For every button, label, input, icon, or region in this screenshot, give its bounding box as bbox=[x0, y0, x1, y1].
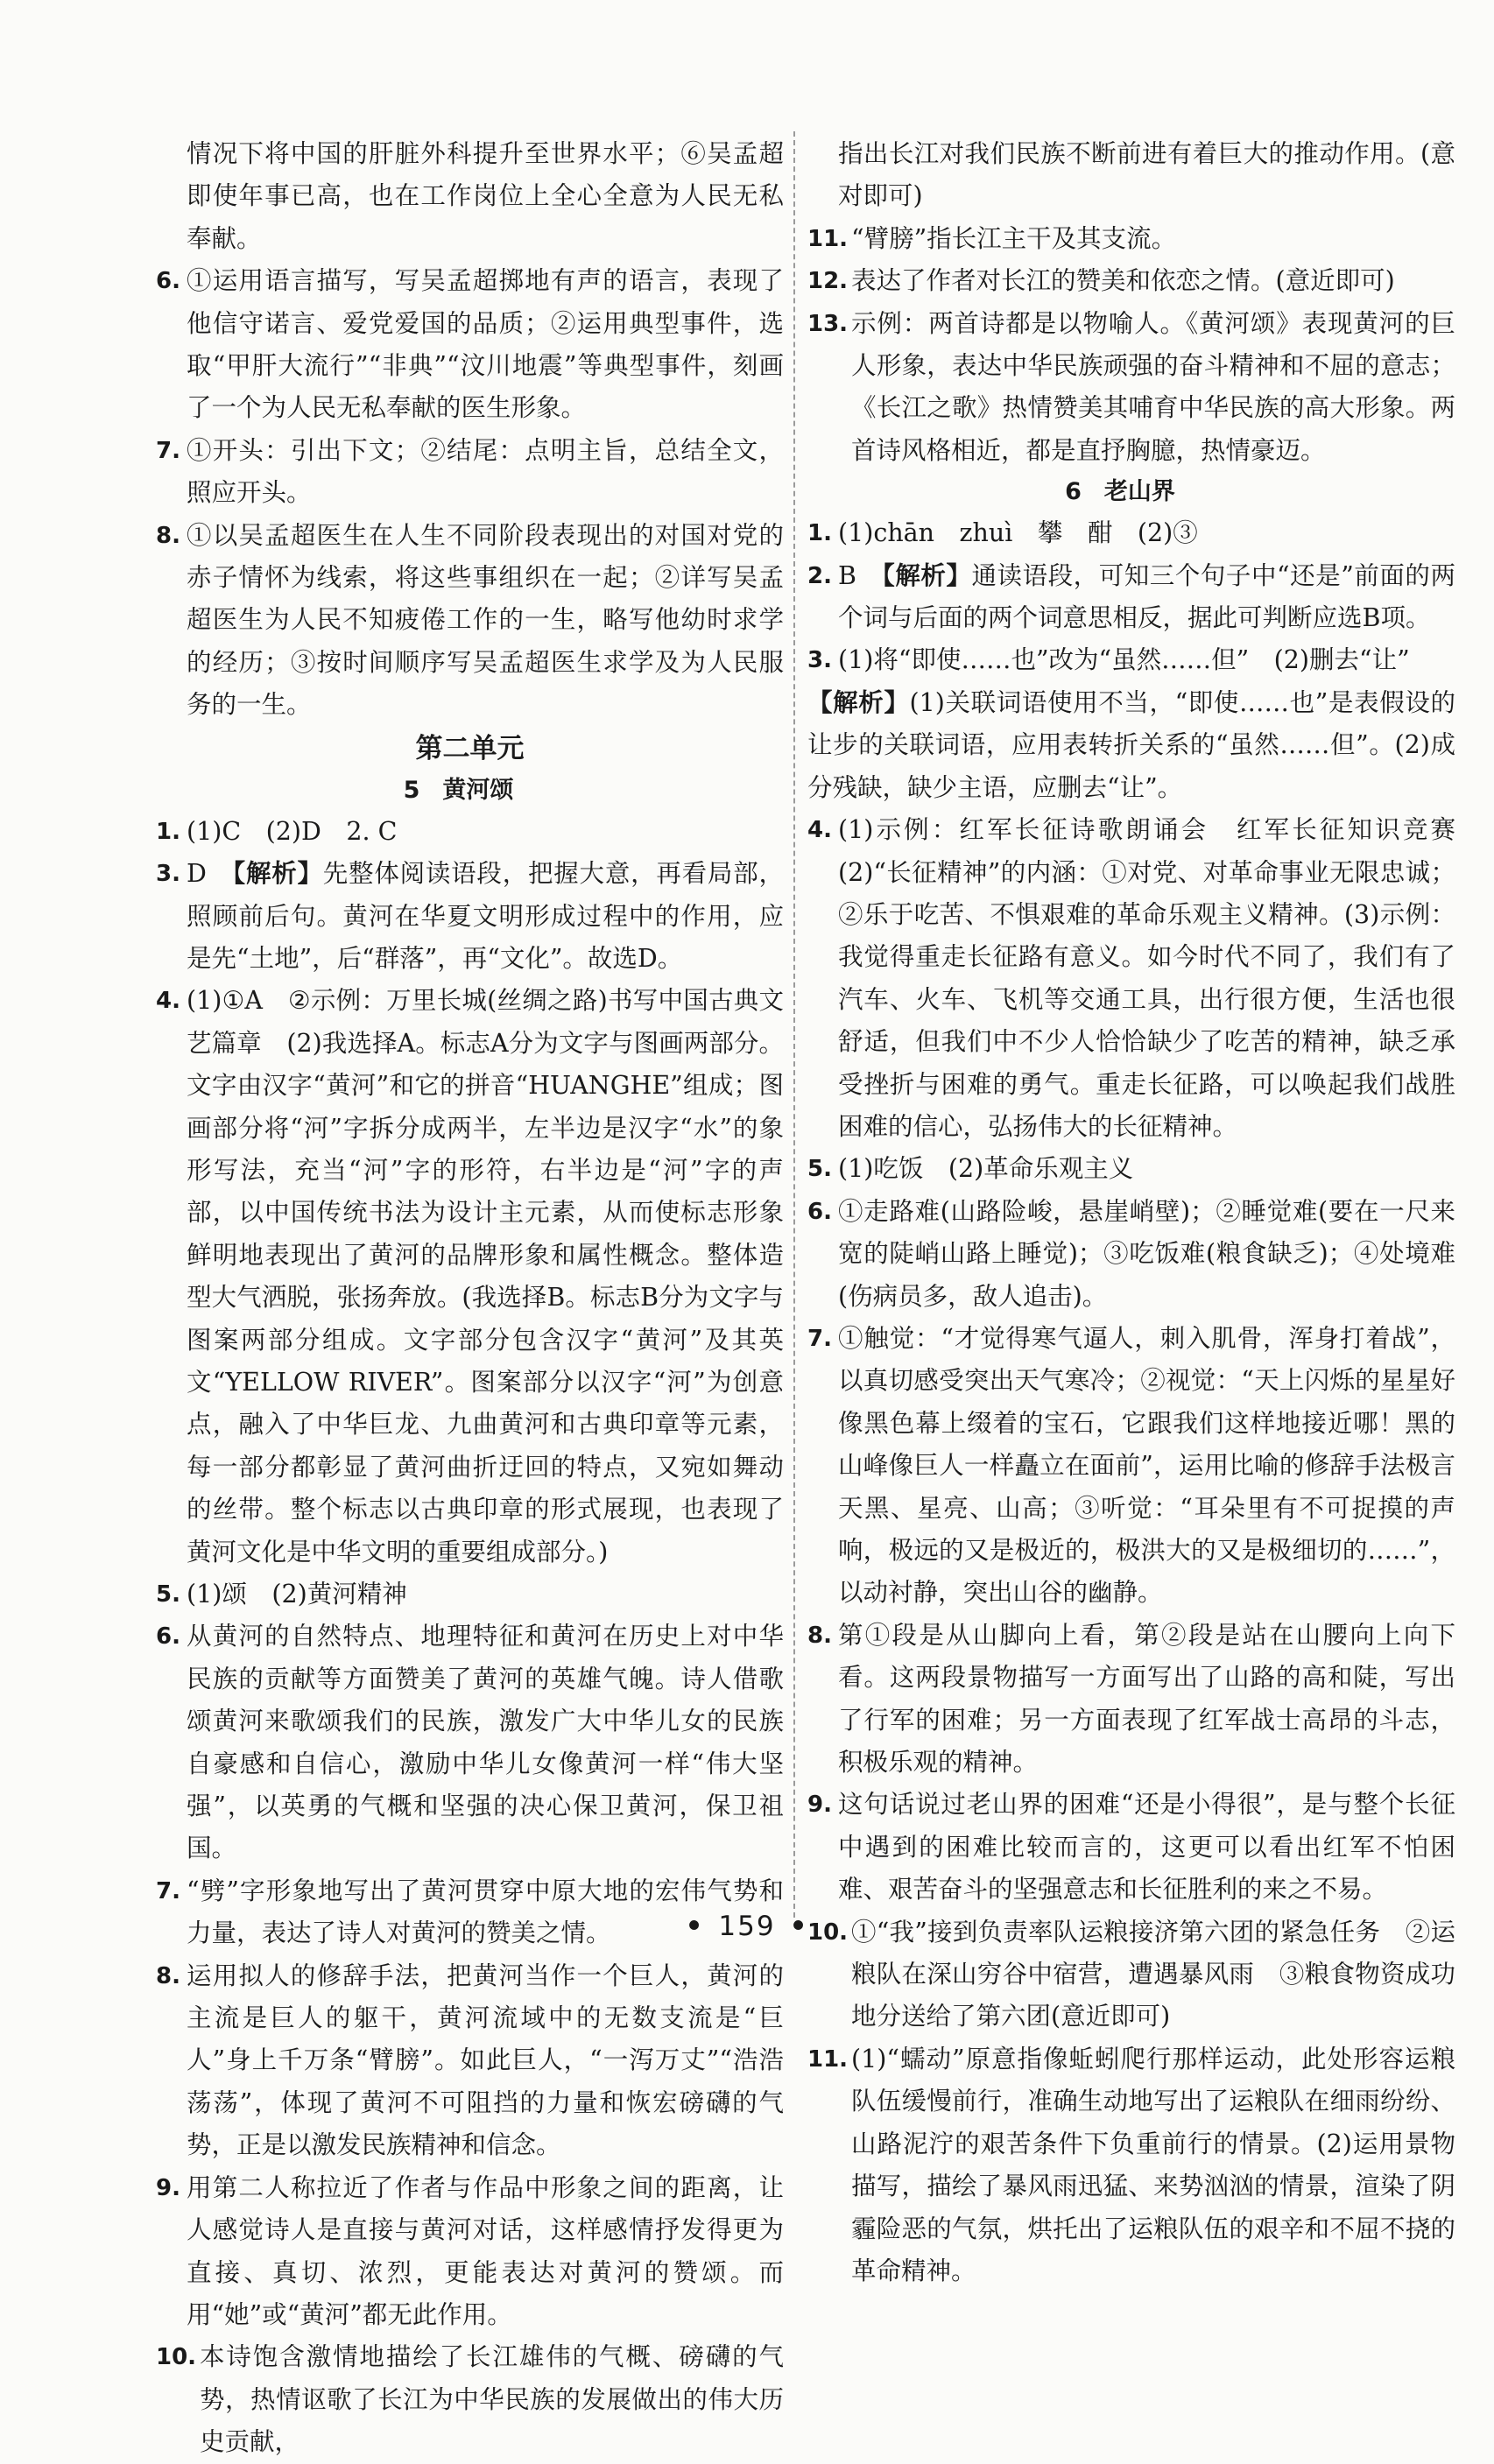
lesson-number: 6 bbox=[1065, 478, 1082, 506]
answer-text: 运用拟人的修辞手法，把黄河当作一个巨人，黄河的主流是巨人的躯干，黄河流域中的无数支流是“巨人”身上千万条“臂膀”。如此巨人，“一泻万丈”“浩浩荡荡”，体现了黄河不可阻挡的力量和恢宏磅礴的气势，正是以激发民族精神和信念。 bbox=[187, 1961, 785, 2160]
answer-text: ①走路难(山路险峻，悬崖峭壁)；②睡觉难(要在一尺来宽的陡峭山路上睡觉)；③吃饭难(粮食缺乏)；④处境难(伤病员多，敌人追击)。 bbox=[838, 1196, 1455, 1311]
l5-answer-10 bbox=[156, 2336, 784, 2463]
answer-text: 先整体阅读语段，把握大意，再看局部，照顾前后句。黄河在华夏文明形成过程中的作用，应是先“土地”，后“群落”，再“文化”。故选D。 bbox=[187, 859, 784, 973]
l6-answer-11 bbox=[807, 2038, 1455, 2292]
answer-number: 9. bbox=[807, 1792, 832, 1819]
answer-8 bbox=[156, 515, 784, 727]
answer-7 bbox=[156, 430, 784, 515]
answer-text: ①运用语言描写，写吴孟超掷地有声的语言，表现了他信守诺言、爱党爱国的品质；②运用典型事件，选取“甲肝大流行”“非典”“汶川地震”等典型事件，刻画了一个为人民无私奉献的医生形象。 bbox=[187, 266, 784, 423]
answer-number: 2. bbox=[807, 562, 832, 589]
left-column bbox=[156, 133, 784, 2464]
answer-number: 4. bbox=[156, 988, 180, 1015]
answer-text: (1)吃饭 (2)革命乐观主义 bbox=[838, 1154, 1134, 1184]
lesson-name: 老山界 bbox=[1103, 478, 1175, 506]
answer-text: (1)“蠕动”原意指像蚯蚓爬行那样运动，此处形容运粮队伍缓慢前行，准确生动地写出了运粮队在细雨纷纷、山路泥泞的艰苦条件下负重前行的情景。(2)运用景物描写，描绘了暴风雨迅猛、来势汹汹的情景，渲染了阴霾险恶的气氛，烘托出了运粮队伍的艰辛和不屈不挠的革命精神。 bbox=[851, 2044, 1455, 2285]
answer-number: 4. bbox=[807, 817, 832, 844]
answer-text: 通读语段，可知三个句子中“还是”前面的两个词与后面的两个词意思相反，据此可判断应选B项。 bbox=[838, 560, 1455, 633]
answer-number: 11. bbox=[807, 2045, 849, 2073]
page-number-text: 159 bbox=[718, 1911, 776, 1942]
l5-answer-6 bbox=[156, 1616, 784, 1869]
lesson-6-title bbox=[807, 472, 1455, 512]
l5-answer-13 bbox=[807, 303, 1455, 473]
lesson-number: 5 bbox=[403, 776, 420, 804]
answer-text: (1)将“即使……也”改为“虽然……但” (2)删去“让” bbox=[838, 645, 1410, 675]
answer-number: 13. bbox=[807, 310, 849, 337]
answer-text: ①开头：引出下文；②结尾：点明主旨，总结全文，照应开头。 bbox=[187, 435, 784, 508]
answer-number: 8. bbox=[807, 1622, 832, 1649]
l6-answer-9 bbox=[807, 1784, 1455, 1911]
l6-answer-8 bbox=[807, 1615, 1455, 1785]
analysis-label: 【解析】 bbox=[882, 560, 972, 590]
l6-answer-3-analysis bbox=[807, 682, 1455, 809]
answer-number: 5. bbox=[807, 1156, 832, 1183]
bullet-icon: • bbox=[789, 1911, 809, 1942]
l6-answer-4 bbox=[807, 809, 1481, 1148]
answer-number: 6. bbox=[156, 1623, 180, 1651]
l6-answer-6 bbox=[807, 1191, 1455, 1318]
answer-text: ①触觉：“才觉得寒气逼人，刺入肌骨，浑身打着战”，以真切感受突出天气寒冷；②视觉：“天上闪烁的星星好像黑色幕上缀着的宝石，它跟我们这样地接近哪！黑的山峰像巨人一样矗立在面前”，运用比喻的修辞手法极言天黑、星亮、山高；③听觉：“耳朵里有不可捉摸的声响，极远的又是极近的，极洪大的又是极细切的……”，以动衬静，突出山谷的幽静。 bbox=[838, 1323, 1455, 1608]
answer-number: 10. bbox=[807, 1918, 849, 1946]
answer-text: ①以吴孟超医生在人生不同阶段表现出的对国对党的赤子情怀为线索，将这些事组织在一起；②详写吴孟超医生为人民不知疲倦工作的一生，略写他幼时求学的经历；③按时间顺序写吴孟超医生求学及为人民服务的一生。 bbox=[187, 520, 784, 720]
column-divider bbox=[793, 131, 795, 1918]
answer-text: 这句话说过老山界的困难“还是小得很”，是与整个长征中遇到的困难比较而言的，这更可以看出红军不怕困难、艰苦奋斗的坚强意志和长征胜利的来之不易。 bbox=[838, 1790, 1455, 1904]
continued-answer: 指出长江对我们民族不断前进有着巨大的推动作用。(意对即可) bbox=[838, 139, 1455, 211]
l5-answer-8 bbox=[156, 1955, 784, 2167]
answer-text: 本诗饱含激情地描绘了长江雄伟的气概、磅礴的气势，热情讴歌了长江为中华民族的发展做出的伟大历史贡献， bbox=[200, 2342, 784, 2457]
l5-answer-12 bbox=[807, 260, 1455, 302]
answer-number: 12. bbox=[807, 268, 849, 295]
answer-number: 7. bbox=[156, 437, 180, 464]
l5-answer-11 bbox=[807, 218, 1455, 260]
answer-text: 示例：两首诗都是以物喻人。《黄河颂》表现黄河的巨人形象，表达中华民族顽强的奋斗精神和不屈的意志；《长江之歌》热情赞美其哺育中华民族的高大形象。两首诗风格相近，都是直抒胸臆，热情豪迈。 bbox=[851, 308, 1455, 465]
analysis-text: (1)关联词语使用不当，“即使……也”是表假设的让步的关联词语，应用表转折关系的“虽然……但”。(2)成分残缺，缺少主语，应删去“让”。 bbox=[807, 687, 1455, 802]
answer-number: 6. bbox=[156, 268, 180, 295]
answer-choice: B bbox=[838, 560, 856, 590]
answer-6 bbox=[156, 260, 784, 430]
answer-text: (1)①A ②示例：万里长城(丝绸之路)书写中国古典文艺篇章 (2)我选择A。标志A分为文字与图画两部分。文字由汉字“黄河”和它的拼音“HUANGHE”组成；图画部分将“河”字拆分成两半，左半边是汉字“水”的象形写法，充当“河”字的形符，右半边是“河”字的声部，以中国传统书法为设计主元素，从而使标志形象鲜明地表现出了黄河的品牌形象和属性概念。整体造型大气洒脱，张扬奔放。(我选择B。标志B分为文字与图案两部分组成。文字部分包含汉字“黄河”及其英文“YELLOW RIVER”。图案部分以汉字“河”为创意点，融入了中华巨龙、九曲黄河和古典印章等元素，每一部分都彰显了黄河曲折迂回的特点，又宛如舞动的丝带。整个标志以古典印章的形式展现，也表现了黄河文化是中华文明的重要组成部分。) bbox=[187, 986, 784, 1566]
answer-number: 6. bbox=[807, 1198, 832, 1225]
l5-answer-3 bbox=[156, 853, 784, 980]
l6-answer-1 bbox=[807, 512, 1455, 554]
l6-answer-2 bbox=[807, 555, 1455, 640]
answer-number: 8. bbox=[156, 1962, 180, 1989]
answer-text: “臂膀”指长江主干及其支流。 bbox=[851, 223, 1177, 253]
answer-text: 从黄河的自然特点、地理特征和黄河在历史上对中华民族的贡献等方面赞美了黄河的英雄气魄。诗人借歌颂黄河来歌颂我们的民族，激发广大中华儿女的民族自豪感和自信心，激励中华儿女像黄河一样“伟大坚强”，以英勇的气概和坚强的决心保卫黄河，保卫祖国。 bbox=[187, 1622, 784, 1863]
right-column bbox=[807, 133, 1481, 2292]
answer-number: 9. bbox=[156, 2174, 180, 2201]
answer-text: ①“我”接到负责率队运粮接济第六团的紧急任务 ②运粮队在深山穷谷中宿营，遭遇暴风雨 ③粮食物资成功地分送给了第六团(意近即可) bbox=[851, 1917, 1455, 2031]
l5-answer-9 bbox=[156, 2167, 784, 2337]
answer-text: (1)chān zhuì 攀 酣 (2)③ bbox=[838, 518, 1198, 548]
l5-answer-1 bbox=[156, 811, 784, 853]
answer-number: 7. bbox=[807, 1325, 832, 1352]
answer-text: 第①段是从山脚向上看，第②段是站在山腰向上向下看。这两段景物描写一方面写出了山路的高和陡，写出了行军的困难；另一方面表现了红军战士高昂的斗志，积极乐观的精神。 bbox=[838, 1620, 1455, 1778]
answer-number: 5. bbox=[156, 1581, 180, 1608]
answer-text: (1)示例：红军长征诗歌朗诵会 红军长征知识竞赛 (2)“长征精神”的内涵：①对党、对革命事业无限忠诚；②乐于吃苦、不惧艰难的革命乐观主义精神。(3)示例：我觉得重走长征路有意义。如今时代不同了，我们有了汽车、火车、飞机等交通工具，出行很方便，生活也很舒适，但我们中不少人恰恰缺少了吃苦的精神，缺乏承受挫折与困难的勇气。重走长征路，可以唤起我们战胜困难的信心，弘扬伟大的长征精神。 bbox=[838, 815, 1481, 1141]
l5-answer-5 bbox=[156, 1573, 784, 1616]
analysis-label: 【解析】 bbox=[807, 687, 910, 717]
lesson-5-title bbox=[156, 771, 784, 811]
answer-number: 1. bbox=[807, 520, 832, 547]
answer-text: (1)颂 (2)黄河精神 bbox=[187, 1580, 407, 1609]
answer-number: 3. bbox=[807, 647, 832, 674]
answer-number: 11. bbox=[807, 225, 849, 252]
l6-answer-7 bbox=[807, 1318, 1455, 1615]
answer-text: (1)C (2)D 2. C bbox=[187, 816, 398, 846]
l5-answer-4 bbox=[156, 980, 784, 1573]
answer-number: 3. bbox=[156, 861, 180, 888]
analysis-label: 【解析】 bbox=[232, 859, 323, 889]
l6-answer-5 bbox=[807, 1148, 1455, 1190]
unit-title: 第二单元 bbox=[415, 732, 525, 764]
answer-number: 7. bbox=[156, 1877, 180, 1904]
answer-text: 用第二人称拉近了作者与作品中形象之间的距离，让人感觉诗人是直接与黄河对话，这样感情抒发得更为直接、真切、浓烈，更能表达对黄河的赞颂。而用“她”或“黄河”都无此作用。 bbox=[187, 2172, 784, 2329]
l6-answer-3 bbox=[807, 639, 1455, 681]
answer-number: 10. bbox=[156, 2344, 197, 2371]
lesson-name: 黄河颂 bbox=[442, 776, 514, 804]
answer-text: “劈”字形象地写出了黄河贯穿中原大地的宏伟气势和力量，表达了诗人对黄河的赞美之情。 bbox=[187, 1876, 784, 1948]
answer-number: 1. bbox=[156, 818, 180, 845]
answer-number: 8. bbox=[156, 522, 180, 549]
continued-answer: 情况下将中国的肝脏外科提升至世界水平；⑥吴孟超即使年事已高，也在工作岗位上全心全意为人民无私奉献。 bbox=[187, 139, 784, 253]
page-number bbox=[0, 1911, 1494, 1942]
bullet-icon: • bbox=[685, 1911, 705, 1942]
answer-text: 表达了作者对长江的赞美和依恋之情。(意近即可) bbox=[851, 266, 1395, 296]
answer-choice: D bbox=[187, 859, 207, 889]
